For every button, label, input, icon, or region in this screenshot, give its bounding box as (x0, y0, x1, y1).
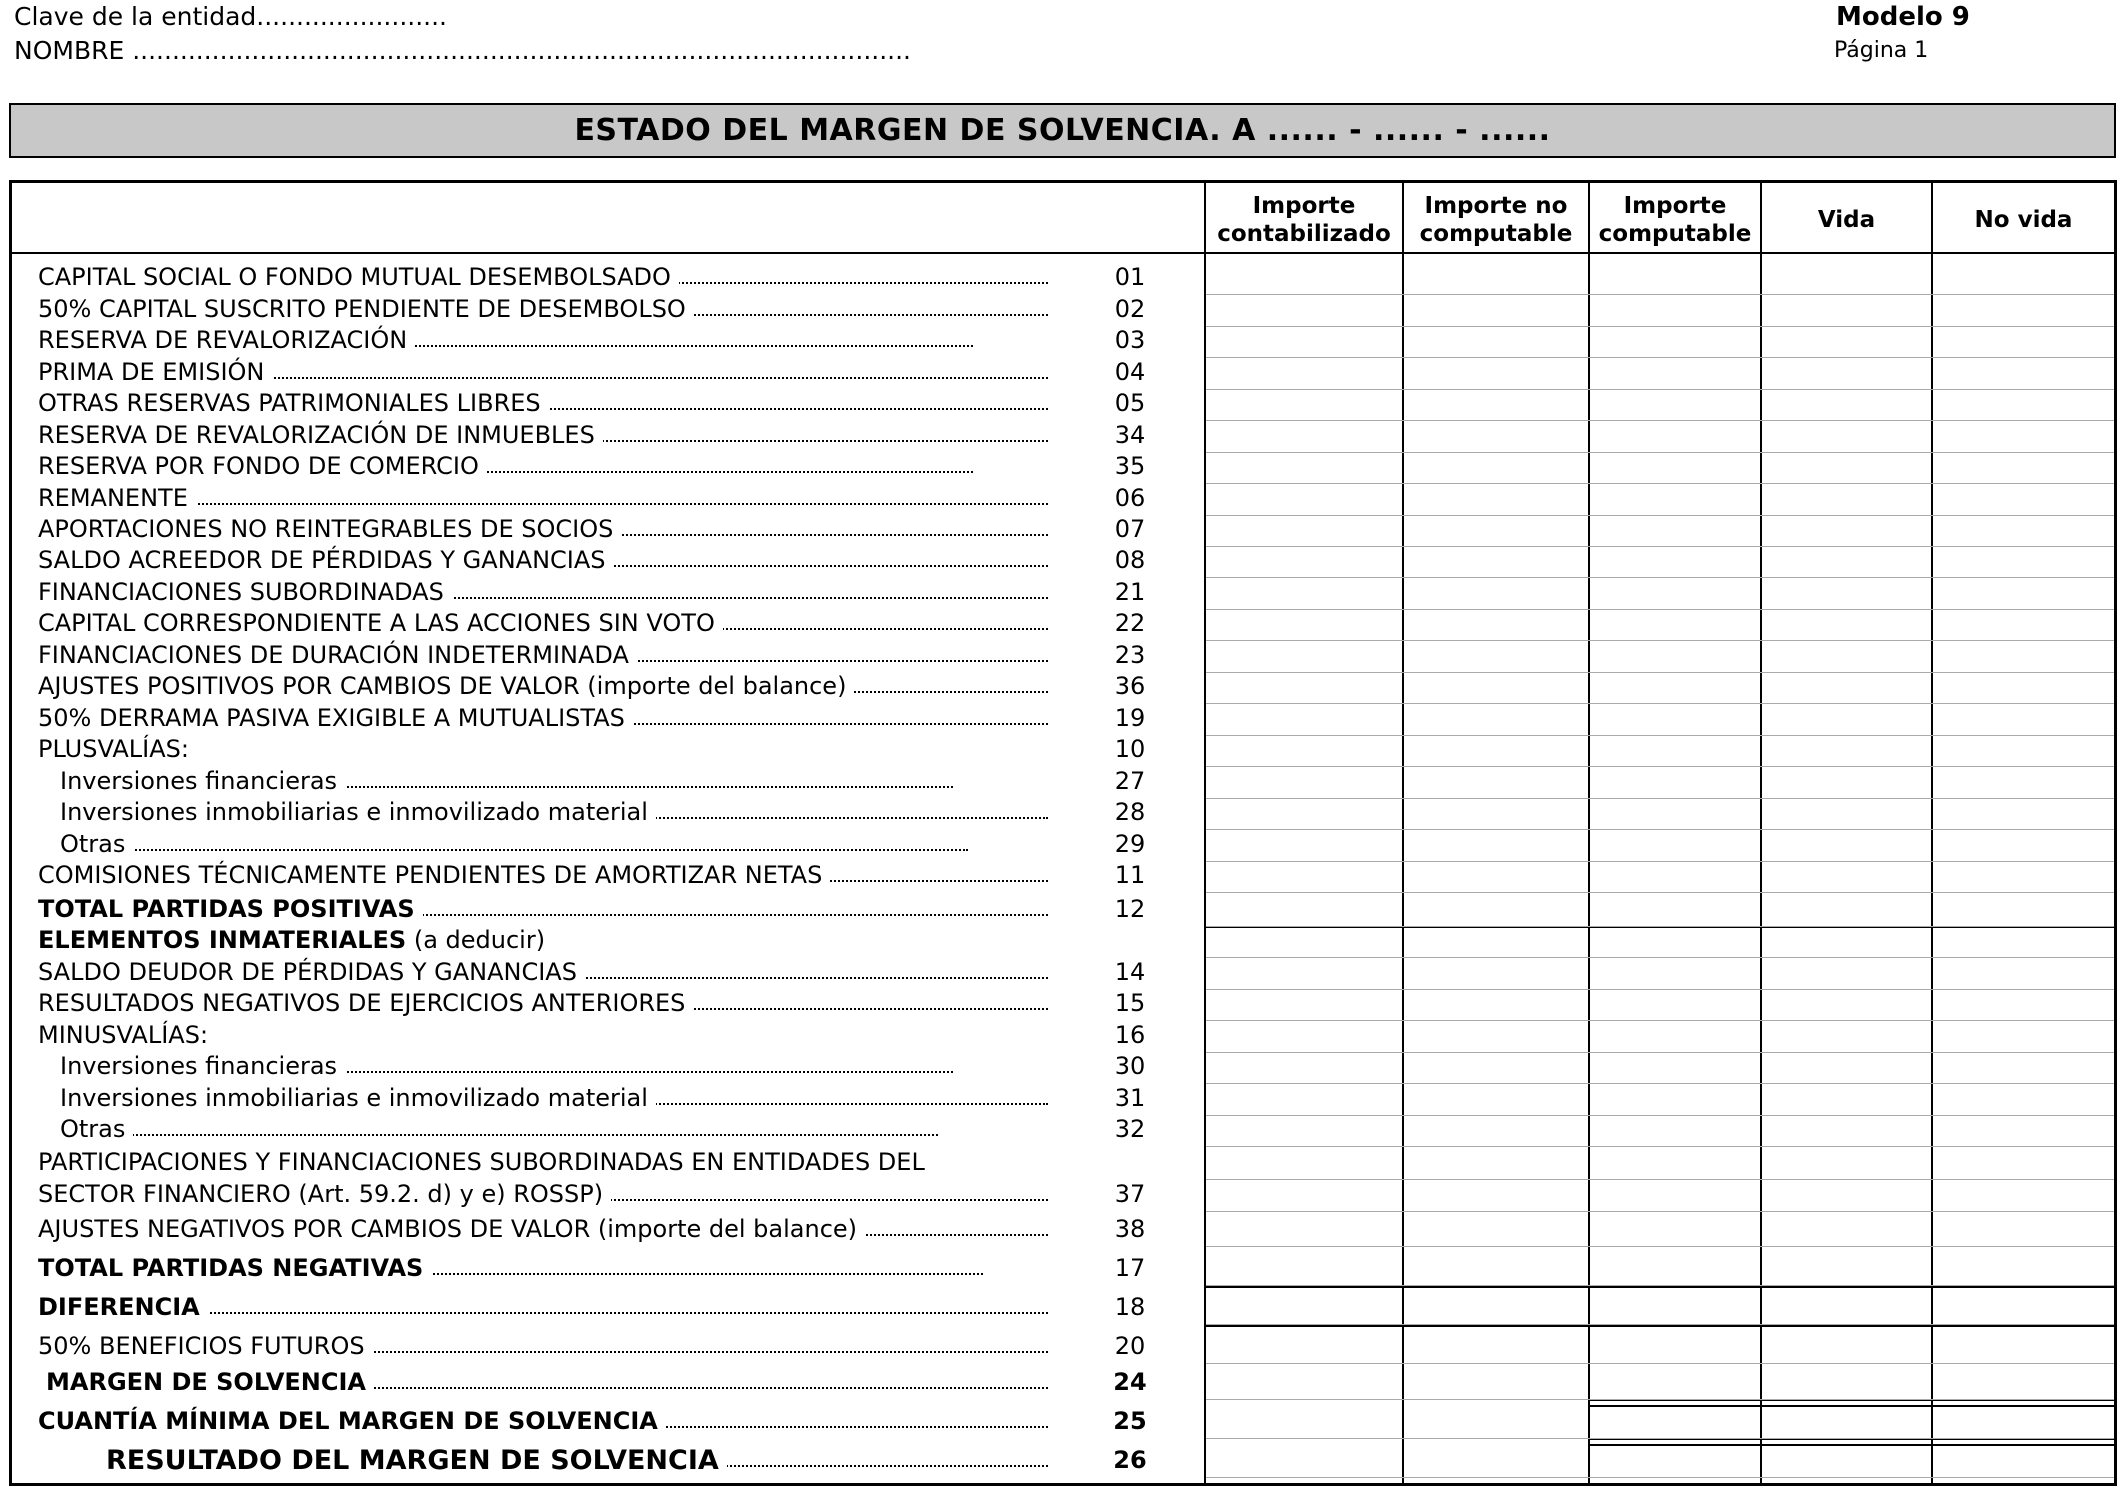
row-label: APORTACIONES NO REINTEGRABLES DE SOCIOS (38, 515, 621, 543)
form-row (38, 545, 1048, 576)
pagina-label: Página 1 (1834, 38, 1929, 63)
form-row (38, 988, 1048, 1019)
row-label: FINANCIACIONES SUBORDINADAS (38, 578, 452, 606)
row-label: Inversiones financieras (60, 1052, 345, 1080)
row-code: 21 (1114, 578, 1146, 606)
row-code: 12 (1114, 895, 1146, 923)
row-code: 14 (1114, 958, 1146, 986)
row-code: 03 (1114, 326, 1146, 354)
row-label: PLUSVALÍAS: (38, 735, 197, 763)
form-row (38, 1179, 1048, 1210)
cell-rule (1206, 577, 2114, 578)
row-code: 30 (1114, 1052, 1146, 1080)
form-row (46, 1367, 1048, 1398)
form-row (38, 388, 1048, 419)
form-title-bar (9, 103, 2116, 158)
row-label: SALDO DEUDOR DE PÉRDIDAS Y GANANCIAS (38, 958, 585, 986)
cell-rule (1206, 452, 2114, 453)
row-code: 25 (1113, 1407, 1147, 1435)
cell-rule (1206, 326, 2114, 327)
row-code: 27 (1114, 767, 1146, 795)
row-label: 50% DERRAMA PASIVA EXIGIBLE A MUTUALISTAS (38, 704, 633, 732)
row-code: 01 (1114, 263, 1146, 291)
cell-rule (1206, 1146, 2114, 1147)
section-rule (1588, 1405, 2114, 1407)
row-code: 18 (1114, 1293, 1146, 1321)
cell-rule (1206, 483, 2114, 484)
cell-rule (1206, 1285, 2114, 1286)
row-code: 15 (1114, 989, 1146, 1017)
cell-rule (1206, 1115, 2114, 1116)
form-row (38, 294, 1048, 325)
form-row (38, 1331, 1048, 1362)
row-label: 50% CAPITAL SUSCRITO PENDIENTE DE DESEMBOLSO (38, 295, 694, 323)
row-label: MINUSVALÍAS: (38, 1021, 216, 1049)
modelo-label: Modelo 9 (1836, 2, 1970, 32)
row-code: 36 (1114, 672, 1146, 700)
form-row (38, 514, 1048, 545)
cell-rule (1206, 672, 2114, 673)
row-code: 08 (1114, 546, 1146, 574)
form-row (38, 451, 973, 482)
row-label: MARGEN DE SOLVENCIA (46, 1368, 374, 1396)
form-row (38, 1253, 983, 1284)
row-label: ELEMENTOS INMATERIALES (a deducir) (38, 926, 553, 954)
form-row (60, 1114, 938, 1145)
form-row (60, 766, 953, 797)
row-label: 50% BENEFICIOS FUTUROS (38, 1332, 373, 1360)
cell-rule (1206, 609, 2114, 610)
cell-rule (1206, 926, 2114, 927)
form-row (106, 1445, 1048, 1476)
cell-rule (1206, 1052, 2114, 1053)
form-row (38, 1020, 1048, 1051)
col-importe-no-computable: Importe no computable (1419, 193, 1573, 247)
cell-rule (1206, 1020, 2114, 1021)
row-code: 07 (1114, 515, 1146, 543)
row-label: RESERVA POR FONDO DE COMERCIO (38, 452, 487, 480)
col-importe-computable: Importe computable (1598, 193, 1752, 247)
section-rule (1588, 1444, 2114, 1446)
row-label: RESULTADO DEL MARGEN DE SOLVENCIA (106, 1445, 727, 1476)
row-code: 16 (1114, 1021, 1146, 1049)
form-row (60, 1051, 953, 1082)
row-label: Otras (60, 830, 133, 858)
form-row (38, 420, 1048, 451)
cell-rule (1206, 892, 2114, 893)
row-code: 26 (1113, 1446, 1147, 1474)
form-row (60, 829, 968, 860)
row-code: 20 (1114, 1332, 1146, 1360)
row-code: 35 (1114, 452, 1146, 480)
form-row (38, 957, 1048, 988)
form-row (38, 860, 1048, 891)
row-code: 06 (1114, 484, 1146, 512)
form-row (38, 325, 973, 356)
row-code: 04 (1114, 358, 1146, 386)
form-row (38, 703, 1048, 734)
row-label: AJUSTES POSITIVOS POR CAMBIOS DE VALOR (importe del balance) (38, 672, 854, 700)
row-code: 34 (1114, 421, 1146, 449)
form-row (38, 608, 1048, 639)
form-row (38, 894, 1048, 925)
form-row (38, 1292, 1048, 1323)
col-divider (1760, 183, 1762, 1483)
cell-rule (1206, 1399, 2114, 1400)
cell-rule (1206, 1324, 2114, 1325)
row-label: SALDO ACREEDOR DE PÉRDIDAS Y GANANCIAS (38, 546, 614, 574)
form-row (38, 671, 1048, 702)
col-vida: Vida (1817, 207, 1876, 233)
cell-rule (1206, 1438, 2114, 1439)
cell-rule (1206, 829, 2114, 830)
row-code: 24 (1113, 1368, 1147, 1396)
row-code: 23 (1114, 641, 1146, 669)
row-label: Inversiones inmobiliarias e inmovilizado material (60, 1084, 656, 1112)
section-rule (1204, 1325, 2114, 1327)
form-row (38, 483, 1048, 514)
form-row (38, 1214, 1048, 1245)
row-code: 37 (1114, 1180, 1146, 1208)
form-row (38, 1147, 1048, 1178)
cell-rule (1206, 735, 2114, 736)
row-label: SECTOR FINANCIERO (Art. 59.2. d) y e) ROSSP) (38, 1180, 611, 1208)
row-label: OTRAS RESERVAS PATRIMONIALES LIBRES (38, 389, 549, 417)
cell-rule (1206, 861, 2114, 862)
cell-rule (1206, 546, 2114, 547)
row-label: Inversiones inmobiliarias e inmovilizado material (60, 798, 656, 826)
form-row (60, 1083, 1048, 1114)
cell-rule (1206, 766, 2114, 767)
row-label: Otras (60, 1115, 133, 1143)
row-code: 29 (1114, 830, 1146, 858)
row-label: COMISIONES TÉCNICAMENTE PENDIENTES DE AMORTIZAR NETAS (38, 861, 830, 889)
cell-rule (1206, 989, 2114, 990)
cell-rule (1206, 515, 2114, 516)
row-label: CAPITAL CORRESPONDIENTE A LAS ACCIONES SIN VOTO (38, 609, 723, 637)
row-label: RESERVA DE REVALORIZACIÓN DE INMUEBLES (38, 421, 603, 449)
cell-rule (1206, 1211, 2114, 1212)
cell-rule (1206, 1179, 2114, 1180)
row-code: 11 (1114, 861, 1146, 889)
row-label: TOTAL PARTIDAS POSITIVAS (38, 895, 423, 923)
cell-rule (1206, 1477, 2114, 1478)
row-code: 22 (1114, 609, 1146, 637)
cell-rule (1206, 957, 2114, 958)
section-rule (1204, 1286, 2114, 1288)
form-row (38, 640, 1048, 671)
row-label: Inversiones financieras (60, 767, 345, 795)
row-label: CUANTÍA MÍNIMA DEL MARGEN DE SOLVENCIA (38, 1407, 666, 1435)
col-no-vida: No vida (1974, 207, 2073, 233)
row-label: RESULTADOS NEGATIVOS DE EJERCICIOS ANTERIORES (38, 989, 693, 1017)
cell-rule (1206, 640, 2114, 641)
cell-rule (1206, 1083, 2114, 1084)
form-row (38, 1406, 1048, 1437)
form-row (60, 797, 1048, 828)
row-label: DIFERENCIA (38, 1293, 208, 1321)
cell-rule (1206, 1246, 2114, 1247)
row-label: REMANENTE (38, 484, 196, 512)
col-divider (1402, 183, 1404, 1483)
row-code: 28 (1114, 798, 1146, 826)
row-label: TOTAL PARTIDAS NEGATIVAS (38, 1254, 431, 1282)
form-row (38, 734, 1048, 765)
col-divider (1204, 183, 1206, 1483)
col-divider (1931, 183, 1933, 1483)
cell-rule (1206, 294, 2114, 295)
cell-rule (1206, 703, 2114, 704)
cell-rule (1206, 389, 2114, 390)
row-label: RESERVA DE REVALORIZACIÓN (38, 326, 415, 354)
cell-rule (1206, 357, 2114, 358)
row-label: PRIMA DE EMISIÓN (38, 358, 272, 386)
form-row (38, 357, 1048, 388)
form-row (38, 262, 1048, 293)
form-row (38, 577, 1048, 608)
row-label: FINANCIACIONES DE DURACIÓN INDETERMINADA (38, 641, 637, 669)
col-importe-contabilizado: Importe contabilizado (1217, 193, 1391, 247)
form-row (38, 925, 1048, 956)
row-code: 38 (1114, 1215, 1146, 1243)
row-code: 32 (1114, 1115, 1146, 1143)
row-code: 31 (1114, 1084, 1146, 1112)
row-code: 10 (1114, 735, 1146, 763)
cell-rule (1206, 420, 2114, 421)
row-label: CAPITAL SOCIAL O FONDO MUTUAL DESEMBOLSADO (38, 263, 679, 291)
row-code: 17 (1114, 1254, 1146, 1282)
header-rule (12, 252, 2114, 254)
row-label: AJUSTES NEGATIVOS POR CAMBIOS DE VALOR (importe del balance) (38, 1215, 865, 1243)
row-label: PARTICIPACIONES Y FINANCIACIONES SUBORDINADAS EN ENTIDADES DEL (38, 1148, 933, 1176)
cell-rule (1206, 798, 2114, 799)
row-code: 19 (1114, 704, 1146, 732)
row-code: 05 (1114, 389, 1146, 417)
col-divider (1588, 183, 1590, 1483)
row-code: 02 (1114, 295, 1146, 323)
form-title: ESTADO DEL MARGEN DE SOLVENCIA. A ...... - ...... - ...... (574, 113, 1551, 148)
cell-rule (1206, 1363, 2114, 1364)
nombre-entidad: NOMBRE .................................................................................................. (14, 36, 911, 65)
clave-entidad: Clave de la entidad........................ (14, 2, 448, 31)
